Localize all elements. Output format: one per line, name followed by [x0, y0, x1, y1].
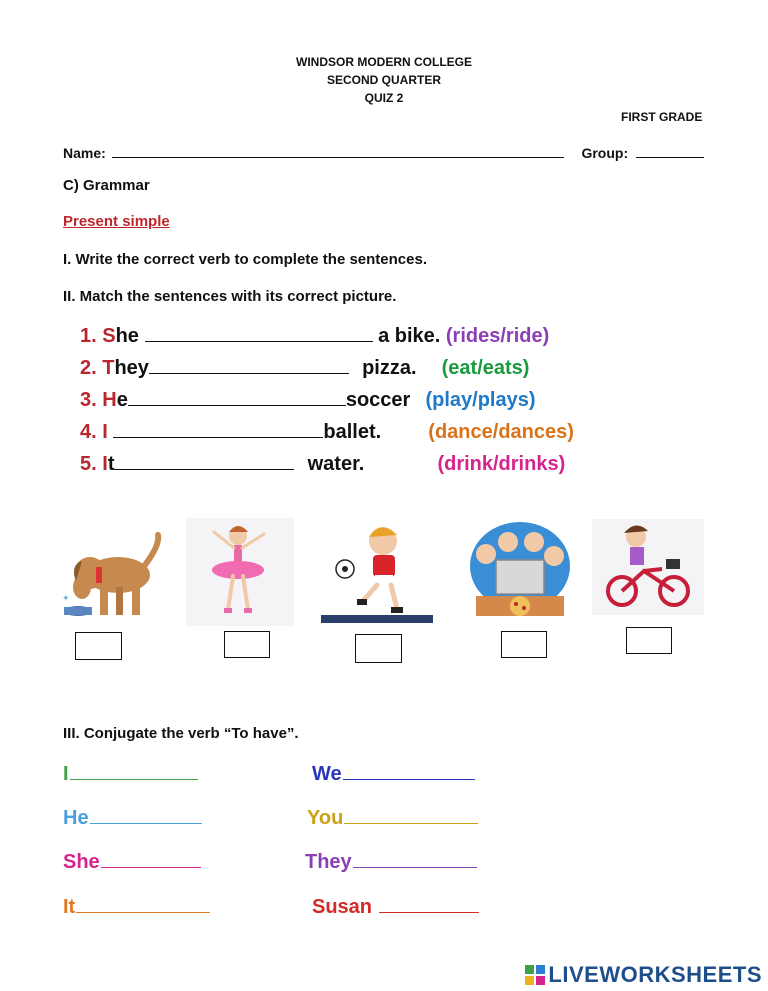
sentence-subject: he	[115, 325, 139, 347]
sentence-number: 4.	[80, 421, 97, 443]
instruction-3: III. Conjugate the verb “To have”.	[63, 725, 299, 742]
instruction-2: II. Match the sentences with its correct picture.	[63, 288, 397, 305]
match-box-5[interactable]	[626, 627, 672, 654]
pizza-party-picture	[466, 518, 574, 624]
quarter-title: SECOND QUARTER	[326, 73, 441, 87]
answer-blank-3[interactable]	[128, 389, 346, 406]
verb-options: (drink/drinks)	[437, 453, 566, 475]
sentence-number: 3.	[80, 389, 97, 411]
match-box-3[interactable]	[355, 634, 402, 663]
sentence-first-letter: T	[102, 357, 115, 379]
pronoun-label: He	[63, 807, 89, 829]
answer-blank-5[interactable]	[114, 453, 294, 470]
sentence-3	[80, 389, 536, 412]
sentence-end: ballet.	[323, 421, 382, 443]
answer-blank-4[interactable]	[113, 421, 323, 438]
verb-options: (dance/dances)	[428, 421, 574, 443]
sentence-2	[80, 357, 529, 380]
conjugation-blank-you[interactable]	[344, 808, 478, 824]
verb-options: (eat/eats)	[441, 357, 530, 379]
pronoun-label: You	[307, 807, 344, 829]
girl-bike-picture	[592, 519, 704, 615]
name-field[interactable]	[112, 145, 564, 158]
match-box-4[interactable]	[501, 631, 547, 658]
sentence-first-letter: H	[102, 389, 117, 411]
sentence-1	[80, 325, 549, 348]
sentence-end: a bike.	[378, 325, 441, 347]
group-field[interactable]	[636, 145, 704, 158]
sentence-end: pizza.	[362, 357, 417, 379]
pronoun-i	[63, 763, 198, 786]
name-row	[63, 145, 704, 161]
ballerina-picture	[186, 518, 294, 626]
conjugation-blank-susan[interactable]	[379, 897, 479, 913]
conjugation-blank-he[interactable]	[90, 808, 202, 824]
sentence-first-letter: I	[102, 453, 108, 475]
sentence-4	[80, 421, 574, 444]
pronoun-we	[312, 763, 475, 786]
match-box-2[interactable]	[224, 631, 270, 658]
pronoun-they	[305, 851, 477, 874]
section-title: C) Grammar	[63, 177, 150, 194]
conjugation-blank-i[interactable]	[70, 764, 198, 780]
brand-text: LIVEWORKSHEETS	[548, 962, 762, 987]
grade-label: FIRST GRADE	[621, 110, 703, 124]
group-label: Group:	[581, 145, 629, 161]
sentence-5	[80, 453, 565, 476]
verb-options: (rides/ride)	[445, 325, 550, 347]
pronoun-he	[63, 807, 202, 830]
sentence-number: 1.	[80, 325, 97, 347]
liveworksheets-brand	[525, 962, 762, 988]
conjugation-blank-they[interactable]	[353, 852, 477, 868]
sentence-subject: e	[116, 389, 128, 411]
pronoun-label: They	[305, 851, 352, 873]
soccer-boy-picture	[321, 519, 433, 625]
instruction-1: I. Write the correct verb to complete the sentences.	[63, 251, 427, 268]
answer-blank-1[interactable]	[145, 325, 373, 342]
sentence-end: water.	[307, 453, 365, 475]
verb-options: (play/plays)	[425, 389, 536, 411]
conjugation-blank-it[interactable]	[76, 897, 210, 913]
sentence-subject: t	[107, 453, 115, 475]
pronoun-label: She	[63, 851, 100, 873]
sentence-number: 5.	[80, 453, 97, 475]
conjugation-blank-she[interactable]	[101, 852, 201, 868]
pronoun-susan	[312, 896, 479, 919]
dog-drinking-picture	[60, 525, 165, 625]
pronoun-label: We	[312, 763, 342, 785]
liveworksheets-logo-icon	[525, 965, 545, 985]
name-label: Name:	[63, 145, 106, 161]
sentence-number: 2.	[80, 357, 97, 379]
pronoun-label: I	[63, 763, 69, 785]
pronoun-she	[63, 851, 201, 874]
school-name: WINDSOR MODERN COLLEGE	[296, 55, 472, 69]
sentence-end: soccer	[345, 389, 411, 411]
pronoun-label: Susan	[312, 896, 373, 918]
sentence-first-letter: I	[102, 421, 108, 443]
match-box-1[interactable]	[75, 632, 122, 660]
sentence-subject: hey	[114, 357, 149, 379]
svg-text:✦: ✦	[62, 594, 70, 604]
conjugation-blank-we[interactable]	[343, 764, 475, 780]
pronoun-label: It	[63, 896, 76, 918]
pronoun-it	[63, 896, 210, 919]
topic-title: Present simple	[63, 213, 170, 230]
quiz-title: QUIZ 2	[364, 91, 404, 105]
pronoun-you	[307, 807, 478, 830]
sentence-first-letter: S	[102, 325, 116, 347]
answer-blank-2[interactable]	[149, 357, 349, 374]
